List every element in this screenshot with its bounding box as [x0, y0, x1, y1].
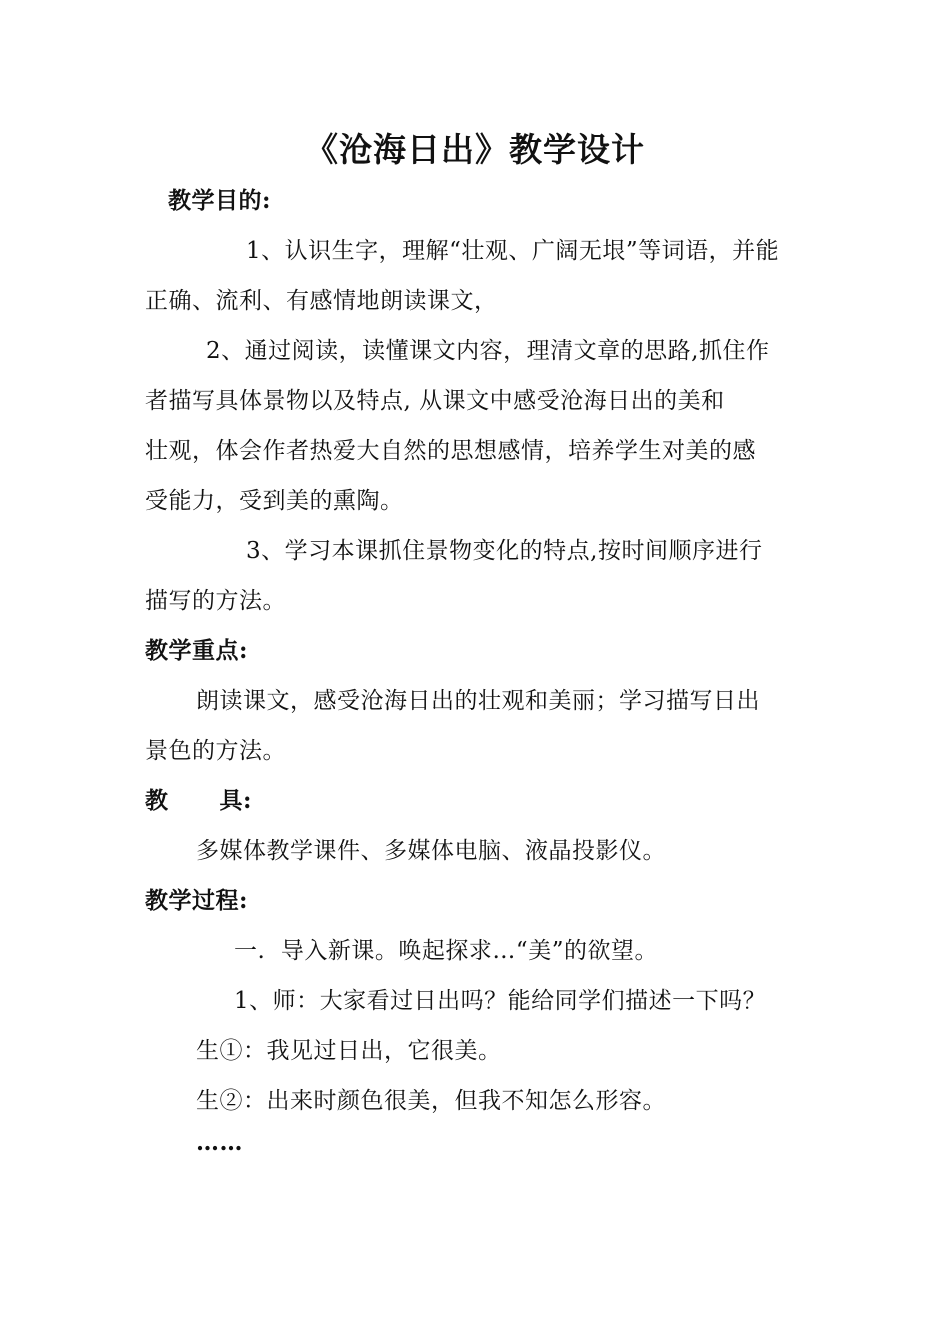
objective-1-line-1: 1、认识生字，理解“壮观、广阔无垠”等词语，并能 [246, 238, 780, 264]
teacher-question: 1、师：大家看过日出吗？能给同学们描述一下吗？ [234, 988, 767, 1014]
objective-3-line-1: 3、学习本课抓住景物变化的特点,按时间顺序进行 [246, 538, 763, 564]
ellipsis: …… [196, 1129, 243, 1156]
key-points-line-1: 朗读课文，感受沧海日出的壮观和美丽；学习描写日出 [196, 688, 760, 714]
tools-heading: 教 具: [145, 787, 253, 814]
objective-2-line-3: 壮观，体会作者热爱大自然的思想感情，培养学生对美的感 [145, 438, 756, 464]
key-points-line-2: 景色的方法。 [145, 738, 286, 764]
objective-1-line-2: 正确、流利、有感情地朗读课文， [145, 288, 498, 314]
process-heading: 教学过程: [145, 887, 248, 914]
key-points-heading: 教学重点: [145, 637, 248, 664]
student-answer-1: 生①：我见过日出，它很美。 [196, 1038, 502, 1064]
tools-line-1: 多媒体教学课件、多媒体电脑、液晶投影仪。 [196, 838, 666, 864]
objective-2-line-1: 2、通过阅读，读懂课文内容，理清文章的思路,抓住作 [206, 338, 770, 364]
objective-2-line-4: 受能力，受到美的熏陶。 [145, 488, 404, 514]
student-answer-2: 生②：出来时颜色很美，但我不知怎么形容。 [196, 1088, 666, 1114]
objective-3-line-2: 描写的方法。 [145, 588, 286, 614]
objectives-heading: 教学目的: [168, 187, 271, 214]
process-section-1: 一. 导入新课。唤起探求…“美”的欲望。 [234, 938, 658, 964]
document-title: 《沧海日出》教学设计 [305, 130, 645, 169]
objective-2-line-2: 者描写具体景物以及特点, 从课文中感受沧海日出的美和 [145, 388, 725, 414]
